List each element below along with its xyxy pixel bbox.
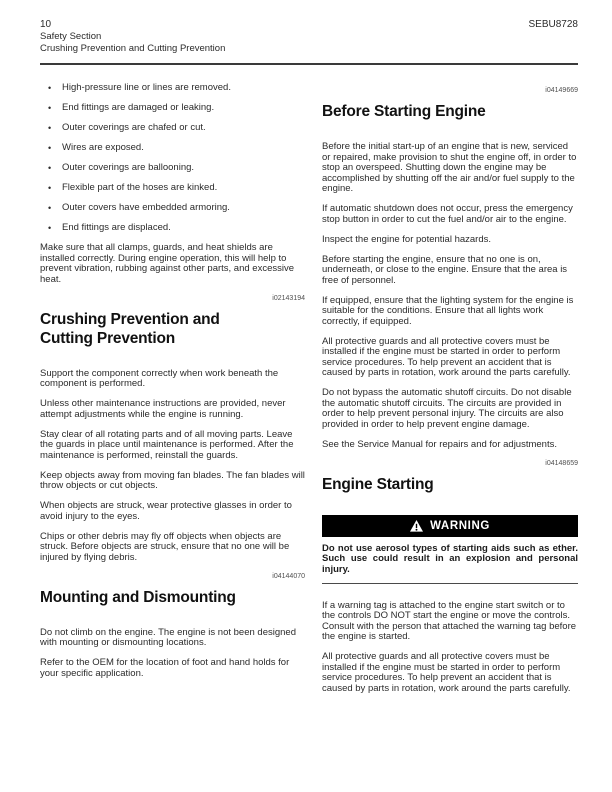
warning-box — [322, 515, 578, 584]
list-item: • Outer coverings are chafed or cut. — [48, 122, 206, 133]
section-heading-before-starting: Before Starting Engine — [322, 103, 486, 120]
section-heading-crushing: Crushing Prevention and Cutting Prevention — [40, 310, 220, 347]
paragraph: Inspect the engine for potential hazards. — [322, 233, 492, 245]
paragraph: When objects are struck, wear protective glasses in order to avoid injury to the eyes. — [40, 500, 292, 522]
paragraph: Do not climb on the engine. The engine is not been designed with mounting or dismounting locations. — [40, 626, 296, 648]
page-header — [40, 19, 578, 65]
bullet-icon: • — [48, 123, 52, 133]
right-column — [322, 83, 578, 704]
warning-label: WARNING — [430, 519, 490, 532]
paragraph: All protective guards and all protective covers must be installed if the engine must be started in order to perform service procedures. To help prevent an accident that is caused by parts in rotation, work around the parts carefully. — [322, 335, 571, 378]
paragraph: If a warning tag is attached to the engine start switch or to the controls DO NOT start the engine or move the controls. Consult with the person that attached the warning tag before the engine is started. — [322, 599, 577, 643]
bullet-icon: • — [48, 163, 52, 173]
bullet-icon: • — [48, 83, 52, 93]
bullet-icon: • — [48, 203, 52, 213]
list-item: • End fittings are damaged or leaking. — [48, 102, 215, 113]
warning-rule — [322, 583, 578, 584]
paragraph: Chips or other debris may fly off objects when objects are struck. Before objects are struck, ensure that no one will be injured by flying debris. — [40, 530, 290, 563]
paragraph: Refer to the OEM for the location of foot and hand holds for your specific application. — [40, 657, 290, 679]
header-section: Safety Section — [40, 31, 102, 42]
hose-condition-list — [40, 83, 305, 234]
paragraph: If equipped, ensure that the lighting system for the engine is suitable for the conditions. Ensure that all lights work correctly, if equipped. — [322, 294, 574, 327]
warning-triangle-icon — [410, 520, 423, 532]
paragraph: Keep objects away from moving fan blades. The fan blades will throw objects or cut objects. — [40, 469, 305, 491]
paragraph: Stay clear of all rotating parts and of all moving parts. Leave the guards in place until maintenance is performed. After the maintenance is performed, reinstall the guards. — [40, 428, 294, 461]
media-code: i04149669 — [545, 87, 578, 94]
section-heading-mounting: Mounting and Dismounting — [40, 588, 236, 606]
paragraph: See the Service Manual for repairs and for adjustments. — [322, 438, 557, 450]
paragraph: Make sure that all clamps, guards, and heat shields are installed correctly. During engine operation, this will help to prevent vibration, rubbing against other parts, and excessive heat. — [40, 242, 295, 285]
header-subsection: Crushing Prevention and Cutting Prevention — [40, 43, 226, 54]
doc-code: SEBU8728 — [528, 19, 578, 30]
warning-banner — [322, 515, 578, 537]
list-item: • Outer covers have embedded armoring. — [48, 202, 230, 213]
paragraph: Do not bypass the automatic shutoff circuits. Do not disable the automatic shutoff circuits. The circuits are provided in order to help prevent personal injury. The circuits are also provided in order to help prevent engine damage. — [322, 387, 572, 430]
paragraph: All protective guards and all protective covers must be installed if the engine must be started in order to perform service procedures. To help prevent an accident that is caused by parts in rotation, work around the parts carefully. — [322, 651, 571, 694]
left-column — [40, 83, 305, 704]
paragraph: Unless other maintenance instructions are provided, never attempt adjustments while the engine is running. — [40, 398, 286, 420]
header-rule — [40, 63, 578, 65]
bullet-icon: • — [48, 183, 52, 193]
list-item: • Wires are exposed. — [48, 142, 144, 153]
bullet-icon: • — [48, 103, 52, 113]
paragraph: Before starting the engine, ensure that no one is on, underneath, or close to the engine. Ensure that the area is free of personnel. — [322, 253, 568, 286]
media-code: i02143194 — [272, 294, 305, 302]
paragraph: If automatic shutdown does not occur, press the emergency stop button in order to cut the fuel and/or air to the engine. — [322, 203, 573, 225]
paragraph: Support the component correctly when work beneath the component is performed. — [40, 367, 279, 389]
list-item: • Outer coverings are ballooning. — [48, 162, 195, 173]
media-code: i04144070 — [272, 572, 305, 580]
section-heading-engine-starting: Engine Starting — [322, 475, 434, 493]
page-number: 10 — [40, 19, 52, 30]
list-item: • End fittings are displaced. — [48, 222, 171, 233]
list-item: • Flexible part of the hoses are kinked. — [48, 182, 218, 193]
bullet-icon: • — [48, 143, 52, 153]
two-column-body — [40, 83, 578, 704]
media-code: i04148659 — [545, 459, 578, 467]
bullet-icon: • — [48, 223, 52, 233]
paragraph: Before the initial start-up of an engine that is new, serviced or repaired, make provision to shut the engine off, in order to stop an overspeed. Shutting down the engine may be accomplished by shutting off the air and/or fuel supply to the engine. — [322, 141, 577, 194]
warning-text: Do not use aerosol types of starting aids such as ether. Such use could result in an explosion and personal injury. — [322, 542, 578, 575]
list-item: • High-pressure line or lines are removed. — [48, 82, 231, 93]
